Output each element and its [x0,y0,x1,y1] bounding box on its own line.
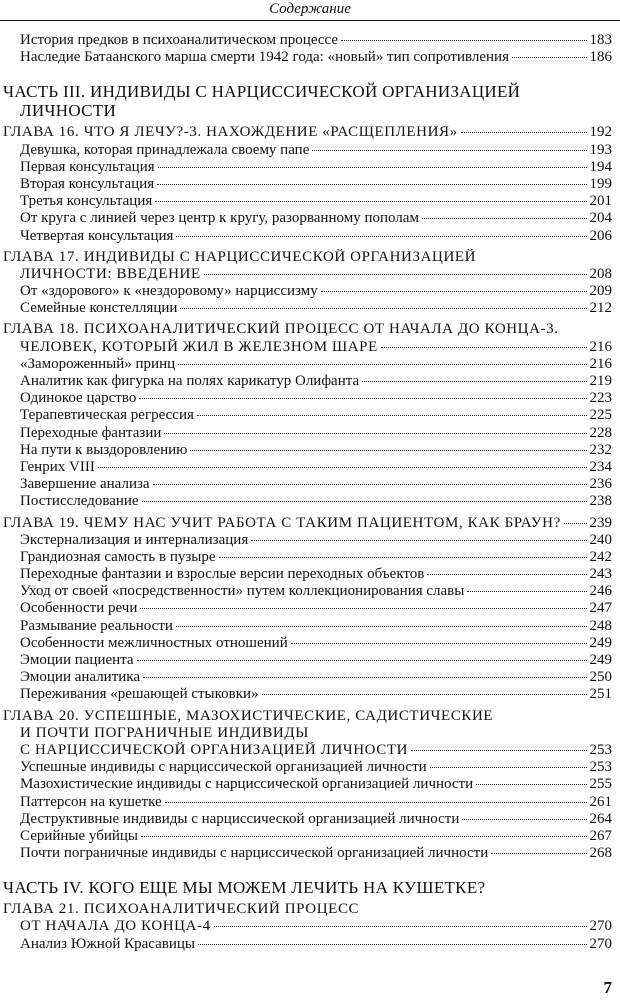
toc-title: Вторая консультация [20,175,155,192]
toc-page-number: 246 [589,583,612,600]
toc-title: От «здорового» к «нездоровому» нарциссизму [20,283,318,300]
toc-page-number: 261 [589,793,612,810]
toc-title: Семейные констелляции [20,300,178,317]
toc-entry[interactable] [0,425,620,442]
toc-page-number: 234 [589,458,612,475]
dot-leader [341,40,586,41]
toc-page-number: 201 [589,193,612,210]
dot-leader [430,767,587,768]
dot-leader [157,184,586,185]
toc-title: Первая консультация [20,158,155,175]
toc-entry[interactable] [0,159,620,176]
dot-leader [153,484,587,485]
toc-title: ЧЕЛОВЕК, КОТОРЫЙ ЖИЛ В ЖЕЛЕЗНОМ ШАРЕ [20,338,378,355]
toc-title: ГЛАВА 20. УСПЕШНЫЕ, МАЗОХИСТИЧЕСКИЕ, САДИСТИЧЕСКИЕ [3,707,494,724]
toc-page-number: 242 [589,548,612,565]
dot-leader [180,308,586,309]
toc-entry[interactable] [0,583,620,600]
toc-entry[interactable] [0,476,620,493]
dot-leader [251,540,586,541]
toc-title: Переходные фантазии [20,424,162,441]
toc-entry[interactable] [0,669,620,686]
toc-entry[interactable] [0,811,620,828]
toc-title: Размывание реальности [20,617,173,634]
toc-title: От круга с линией через центр к кругу, разорванному пополам [20,210,419,227]
toc-page-number: 240 [589,531,612,548]
toc-page-number: 225 [589,407,612,424]
toc-title: ГЛАВА 19. ЧЕМУ НАС УЧИТ РАБОТА С ТАКИМ ПАЦИЕНТОМ, КАК БРАУН? [3,514,561,531]
toc-entry[interactable] [0,49,620,66]
toc-page-number: 209 [589,283,612,300]
toc-page-number: 228 [589,424,612,441]
chapter-heading[interactable] [0,708,620,725]
chapter-heading[interactable] [0,918,620,935]
chapter-heading[interactable] [0,266,620,283]
dot-leader [98,467,587,468]
toc-page-number: 243 [589,566,612,583]
toc-title: ГЛАВА 21. ПСИХОАНАЛИТИЧЕСКИЙ ПРОЦЕСС [3,901,360,918]
toc-page-number: 255 [589,776,612,793]
toc-title: Особенности межличностных отношений [20,634,288,651]
toc-title: Паттерсон на кушетке [20,793,162,810]
toc-title: ЧАСТЬ III. ИНДИВИДЫ С НАРЦИССИЧЕСКОЙ ОРГАНИЗАЦИЕЙ [3,82,521,102]
toc-title: Эмоции пациента [20,652,134,668]
toc-page-number: 249 [589,634,612,651]
toc-title: Генрих VIII [20,458,95,475]
toc-entry[interactable] [0,686,620,703]
toc-page-number: 216 [589,338,612,355]
toc-entry[interactable] [0,936,620,953]
dot-leader [422,218,587,219]
toc-entry[interactable] [0,442,620,459]
toc-title: ЛИЧНОСТИ [20,101,117,121]
toc-title: Грандиозная самость в пузыре [20,548,216,565]
toc-title: Аналитик как фигурка на полях карикатур Олифанта [20,373,360,389]
dot-leader [381,347,587,348]
table-of-contents [0,32,620,953]
toc-title: Переходные фантазии и взрослые версии переходных объектов [20,566,425,583]
toc-page-number: 250 [589,669,612,686]
toc-title: На пути к выздоровлению [20,441,188,458]
chapter-heading[interactable] [0,124,620,141]
toc-page-number: 253 [589,741,612,758]
toc-entry[interactable] [0,566,620,583]
dot-leader [321,291,587,292]
toc-title: ГЛАВА 17. ИНДИВИДЫ С НАРЦИССИЧЕСКОЙ ОРГАНИЗАЦИЕЙ [3,248,477,265]
toc-title: ЛИЧНОСТИ: ВВЕДЕНИЕ [20,265,201,282]
toc-entry[interactable] [0,759,620,776]
toc-page-number: 247 [589,600,612,617]
dot-leader [362,381,586,382]
toc-title: Особенности речи [20,600,138,617]
toc-page-number: 186 [589,49,612,66]
toc-entry[interactable] [0,618,620,635]
toc-page-number: 194 [589,158,612,175]
toc-page-number: 204 [589,210,612,227]
dot-leader [142,501,587,502]
dot-leader [462,819,586,820]
dot-leader [564,523,587,524]
toc-entry[interactable] [0,142,620,159]
page-number: 7 [603,978,612,997]
dot-leader [219,557,587,558]
dot-leader [176,236,586,237]
toc-entry[interactable] [0,356,620,373]
toc-title: История предков в психоаналитическом процессе [20,32,339,48]
dot-leader [140,608,586,609]
toc-page-number: 264 [589,810,612,827]
dot-leader [190,450,586,451]
dot-leader [198,944,587,945]
chapter-heading[interactable] [0,249,620,266]
toc-page-number: 238 [589,493,612,510]
dot-leader [467,591,586,592]
toc-entry[interactable] [0,176,620,193]
toc-title: Уход от своей «посредственности» путем коллекционирования славы [20,583,465,600]
toc-entry[interactable] [0,776,620,793]
dot-leader [155,201,586,202]
toc-entry[interactable] [0,32,620,49]
toc-entry[interactable] [0,193,620,210]
dot-leader [204,274,587,275]
toc-page-number: 219 [589,373,612,389]
toc-title: ОТ НАЧАЛА ДО КОНЦА-4 [20,918,211,935]
toc-title: ГЛАВА 18. ПСИХОАНАЛИТИЧЕСКИЙ ПРОЦЕСС ОТ НАЧАЛА ДО КОНЦА-3. [3,321,559,338]
toc-page-number: 208 [589,265,612,282]
toc-title: С НАРЦИССИЧЕСКОЙ ОРГАНИЗАЦИЕЙ ЛИЧНОСТИ [20,741,409,758]
toc-entry[interactable] [0,845,620,862]
toc-entry[interactable] [0,300,620,317]
dot-leader [176,626,587,627]
dot-leader [262,694,587,695]
dot-leader [158,167,587,168]
toc-page-number: 268 [589,845,612,862]
toc-title: Девушка, которая принадлежала своему папе [20,141,310,158]
toc-page-number: 253 [589,759,612,776]
toc-entry[interactable] [0,283,620,300]
toc-page-number: 249 [589,652,612,668]
toc-title: Терапевтическая регрессия [20,407,194,424]
toc-title: Почти пограничные индивиды с нарциссической организацией личности [20,845,489,862]
dot-leader [491,853,586,854]
dot-leader [512,57,587,58]
toc-title: Завершение анализа [20,476,150,493]
toc-entry[interactable] [0,210,620,227]
dot-leader [178,364,586,365]
toc-entry[interactable] [0,493,620,510]
toc-entry[interactable] [0,407,620,424]
dot-leader [291,643,587,644]
dot-leader [214,926,587,927]
toc-title: ЧАСТЬ IV. КОГО ЕЩЕ МЫ МОЖЕМ ЛЕЧИТЬ НА КУШЕТКЕ? [3,878,486,898]
dot-leader [476,784,586,785]
toc-title: Одинокое царство [20,390,137,407]
part-heading[interactable] [0,82,620,101]
toc-page-number: 236 [589,476,612,493]
toc-title: Наследие Батаанского марша смерти 1942 года: «новый» тип сопротивления [20,49,509,66]
dot-leader [141,836,586,837]
chapter-heading[interactable] [0,321,620,338]
toc-title: Постисследование [20,493,139,510]
toc-page-number: 206 [589,227,612,244]
toc-title: Мазохистические индивиды с нарциссической организацией личности [20,776,474,793]
toc-entry[interactable] [0,228,620,245]
toc-title: Третья консультация [20,193,153,210]
chapter-heading[interactable] [0,742,620,759]
dot-leader [143,677,586,678]
toc-entry[interactable] [0,373,620,390]
toc-page-number: 232 [589,441,612,458]
chapter-heading[interactable] [0,725,620,742]
header-rule [0,20,620,21]
dot-leader [461,132,587,133]
toc-title: Анализ Южной Красавицы [20,935,195,952]
toc-page-number: 270 [589,918,612,935]
toc-title: Переживания «решающей стыковки» [20,686,259,703]
toc-page-number: 183 [589,32,612,48]
toc-entry[interactable] [0,549,620,566]
toc-entry[interactable] [0,532,620,549]
chapter-heading[interactable] [0,339,620,356]
toc-entry[interactable] [0,459,620,476]
running-header: Содержание [269,1,351,17]
toc-page-number: 192 [589,124,612,141]
toc-page-number: 212 [589,300,612,317]
dot-leader [312,150,586,151]
part-heading[interactable] [0,101,620,120]
toc-title: Экстернализация и интернализация [20,531,249,548]
toc-title: ГЛАВА 16. ЧТО Я ЛЕЧУ?-3. НАХОЖДЕНИЕ «РАСЩЕПЛЕНИЯ» [3,124,458,141]
dot-leader [411,750,586,751]
toc-entry[interactable] [0,390,620,407]
dot-leader [137,660,587,661]
toc-page-number: 199 [589,175,612,192]
toc-entry[interactable] [0,652,620,669]
toc-title: И ПОЧТИ ПОГРАНИЧНЫЕ ИНДИВИДЫ [20,724,309,741]
toc-title: Эмоции аналитика [20,669,141,686]
dot-leader [164,433,586,434]
toc-title: Деструктивные индивиды с нарциссической организацией личности [20,810,460,827]
chapter-heading[interactable] [0,515,620,532]
dot-leader [139,398,586,399]
toc-title: Четвертая консультация [20,227,174,244]
toc-page-number: 239 [589,514,612,531]
toc-entry[interactable] [0,635,620,652]
dot-leader [427,574,586,575]
toc-page-number: 267 [589,827,612,844]
toc-title: Серийные убийцы [20,827,139,844]
toc-page-number: 270 [589,935,612,952]
toc-page-number: 248 [589,617,612,634]
toc-title: «Замороженный» принц [20,355,176,372]
toc-page-number: 193 [589,141,612,158]
dot-leader [165,802,587,803]
toc-page-number: 216 [589,355,612,372]
toc-entry[interactable] [0,600,620,617]
dot-leader [197,415,587,416]
chapter-heading[interactable] [0,901,620,918]
toc-entry[interactable] [0,828,620,845]
toc-title: Успешные индивиды с нарциссической организацией личности [20,759,427,776]
part-heading[interactable] [0,878,620,897]
toc-page-number: 223 [589,390,612,407]
toc-page-number: 251 [589,686,612,703]
toc-entry[interactable] [0,794,620,811]
